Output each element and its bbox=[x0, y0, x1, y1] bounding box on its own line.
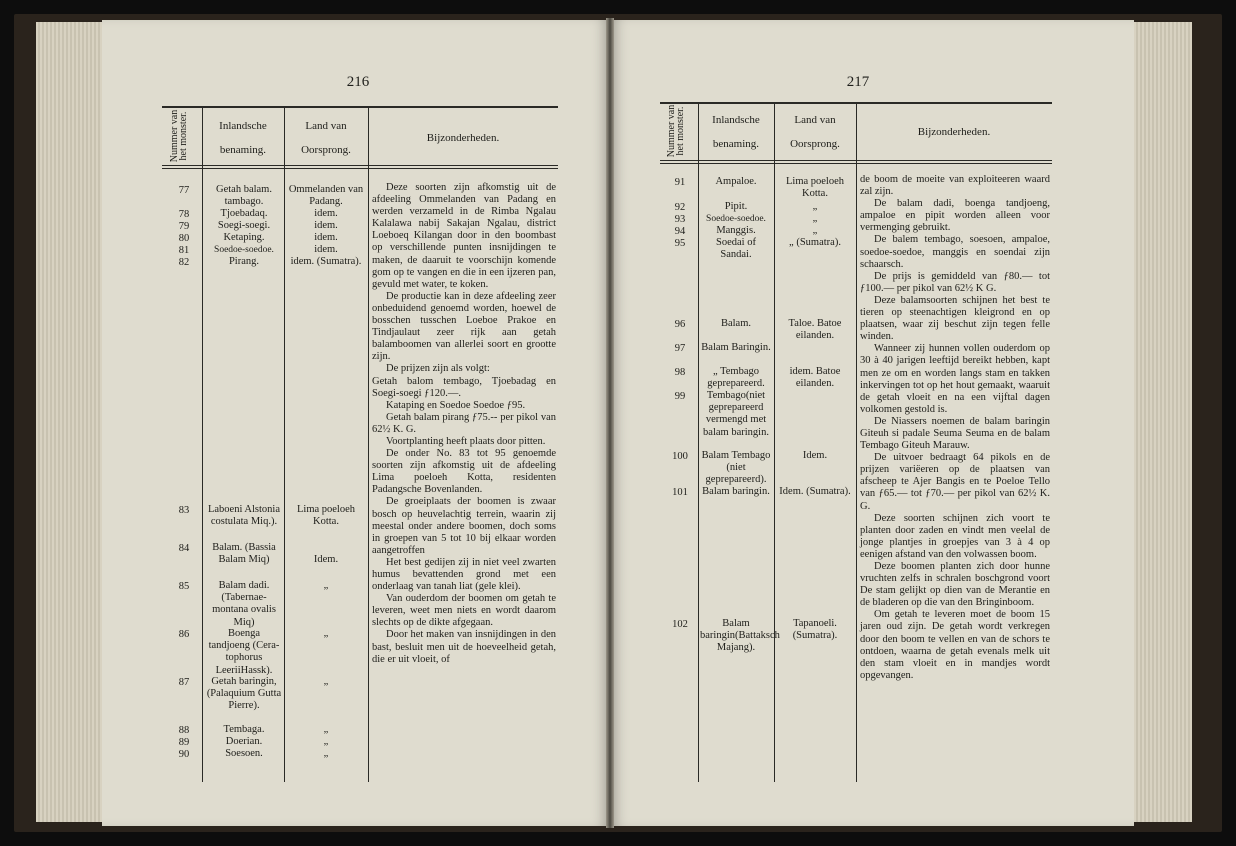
header-bijzonderheden: Bijzonderheden. bbox=[917, 126, 991, 138]
remark-paragraph: De productie kan in deze afdeeling zeer onbeduidend genoemd worden, hoewel de bosschen tusschen Loeboe Prakoe en Tindjaulaut zeer rijk aan getah balamboomen van allerlei soort en grootte zijn. bbox=[372, 290, 556, 363]
row-origin: Idem. (Sumatra). bbox=[779, 486, 851, 497]
row-name: Ampaloe. bbox=[715, 176, 757, 187]
header-inlandsche: Inlandsche bbox=[712, 114, 760, 126]
row-origin: idem. bbox=[314, 232, 338, 243]
remark-paragraph: Door het maken van insnijdingen in den bast, besluit men uit de hoeveelheid getah, die er uit vloeit, of bbox=[372, 629, 556, 665]
row-origin: Ommelanden van Padang. bbox=[288, 184, 364, 208]
row-origin: Tapanoeli. (Sumatra). bbox=[792, 618, 838, 642]
row-origin: „ bbox=[323, 736, 329, 747]
header-land: Land van bbox=[305, 120, 347, 132]
row-number: 79 bbox=[178, 221, 190, 232]
remark-paragraph: Wanneer zij hunnen vollen ouderdom op 30 à 40 jarigen leeftijd bereikt hebben, kapt men ze om en worden langs stam en takken inkervingen tot op het hout gemaakt, waaruit de getah vloeit en na een vijftal dagen volkomen gestold is. bbox=[860, 343, 1050, 415]
row-name: „ Tembago geprepareerd. bbox=[707, 366, 765, 390]
remark-paragraph: Deze balamsoorten schijnen het best te tieren op steenachtigen kleigrond en op plaatsen, waar zij beschut zijn tegen felle winden. bbox=[860, 294, 1050, 343]
remark-paragraph: Het best gedijen zij in niet veel zwarten humus bevattenden grond met een onderlaag van tanah liat (gele klei). bbox=[372, 556, 556, 593]
remark-paragraph: De balem tembago, soesoen, ampaloe, soedoe-soedoe, manggis en soendai zijn schaarsch. bbox=[860, 234, 1050, 270]
row-origin: idem. Batoe eilanden. bbox=[789, 366, 841, 390]
remark-paragraph: De Niassers noemen de balam baringin Giteuh si padale Seuma Seuma en de balam Tembago Giteuh Marauw. bbox=[860, 415, 1050, 452]
row-name: Balam baringin. bbox=[702, 486, 770, 497]
header-nummer: Nummer van het monster. bbox=[169, 109, 189, 163]
row-name: Balam Baringin. bbox=[701, 342, 771, 353]
header-nummer: Nummer van het monster. bbox=[666, 104, 686, 158]
remark-paragraph: Deze boomen planten zich door hunne vruchten zelfs in schralen boschgrond voort De stam gelijkt op dien van de Merantie en de bladeren op die van den Bringinboom. bbox=[860, 561, 1050, 609]
row-name: Doerian. bbox=[225, 736, 263, 747]
row-name: Tembaga. bbox=[223, 724, 265, 735]
row-number: 91 bbox=[674, 177, 686, 188]
row-origin: „ bbox=[323, 676, 329, 687]
row-name: Boenga tandjoeng (Cera-tophorus LeeriiHassk). bbox=[208, 628, 280, 676]
row-number: 102 bbox=[672, 619, 688, 630]
header-land: Land van bbox=[794, 114, 836, 126]
header-bijzonderheden: Bijzonderheden. bbox=[426, 132, 500, 144]
row-origin: „ bbox=[323, 724, 329, 735]
row-name: Soedoe-soedoe. bbox=[214, 245, 274, 255]
row-origin: „ bbox=[812, 213, 818, 224]
remark-paragraph: De prijs is gemiddeld van ƒ80.— tot ƒ100.— per pikol van 62½ K G. bbox=[860, 270, 1050, 294]
row-name: Balam dadi. (Tabernae-montana ovalis Miq) bbox=[212, 580, 276, 628]
column-divider bbox=[698, 102, 699, 782]
remark-paragraph: Om getah te leveren moet de boom 15 jaren oud zijn. De getah wordt verkregen door den boom te vellen en van de schors te ontdoen, waarna de getah evenals melk uit den stam vloeit en in mandjes wordt opgevangen. bbox=[860, 609, 1050, 681]
column-divider bbox=[856, 102, 857, 782]
row-number: 81 bbox=[178, 245, 190, 256]
row-number: 82 bbox=[178, 257, 190, 268]
row-number: 92 bbox=[674, 202, 686, 213]
remark-paragraph: Kataping en Soedoe Soedoe ƒ95. bbox=[386, 399, 526, 411]
row-name: Balam baringin(Battaksch Majang). bbox=[700, 618, 780, 654]
row-origin: Taloe. Batoe eilanden. bbox=[788, 318, 842, 342]
column-divider bbox=[368, 106, 369, 782]
row-origin: idem. bbox=[314, 244, 338, 255]
row-number: 93 bbox=[674, 214, 686, 225]
row-name: Balam. (Bassia Balam Miq) bbox=[212, 542, 276, 566]
page-number: 216 bbox=[346, 74, 370, 90]
row-name: Pirang. bbox=[228, 256, 260, 267]
row-name: Pipit. bbox=[724, 201, 748, 212]
page-number: 217 bbox=[846, 74, 870, 90]
row-number: 78 bbox=[178, 209, 190, 220]
remark-paragraph: Getah balam pirang ƒ75.-- per pikol van 62½ K. G. bbox=[372, 411, 556, 435]
row-number: 90 bbox=[178, 749, 190, 760]
row-origin: Lima poeloeh Kotta. bbox=[785, 176, 845, 200]
row-name: Tembago(niet geprepareerd vermengd met balam baringin. bbox=[703, 390, 769, 438]
row-name: Laboeni Alstonia costulata Miq.). bbox=[207, 504, 281, 528]
book-gutter bbox=[606, 18, 614, 828]
right-page bbox=[612, 20, 1134, 826]
remark-paragraph: De onder No. 83 tot 95 genoemde soorten zijn afkomstig uit de afdeeling Lima poeloeh Kotta, residenten Padangsche Bovenlanden. bbox=[372, 448, 556, 496]
table-top-rule bbox=[162, 106, 558, 108]
row-origin: „ (Sumatra). bbox=[789, 237, 841, 248]
remark-paragraph: De groeiplaats der boomen is zwaar bosch op heuvelachtig terrein, waarin zij meestal onder andere boomen, doch soms in groepen van 5 tot 10 bij elkaar worden aangetroffen bbox=[372, 496, 556, 556]
header-oorsprong: Oorsprong. bbox=[790, 138, 840, 150]
header-benaming: benaming. bbox=[712, 138, 760, 150]
remarks-column bbox=[372, 182, 556, 666]
row-name: Getah balam. tambago. bbox=[216, 184, 272, 208]
row-origin: „ bbox=[812, 201, 818, 212]
header-benaming: benaming. bbox=[219, 144, 267, 156]
header-bottom-rule bbox=[162, 165, 558, 166]
row-name: Soesoen. bbox=[225, 748, 263, 759]
row-origin: „ bbox=[323, 748, 329, 759]
remark-paragraph: Voortplanting heeft plaats door pitten. bbox=[386, 435, 546, 447]
row-name: Soegi-soegi. bbox=[217, 220, 271, 231]
row-number: 84 bbox=[178, 543, 190, 554]
remark-paragraph: Deze soorten schijnen zich voort te planten door zaden en vindt men veelal de jonge plantjes in groepjes van 3 à 4 op eenigen afstand van den volwassen boom. bbox=[860, 512, 1050, 560]
row-number: 94 bbox=[674, 226, 686, 237]
row-origin: Lima poeloeh Kotta. bbox=[296, 504, 356, 528]
row-origin: „ bbox=[323, 580, 329, 591]
row-name: Soedoe-soedoe. bbox=[706, 214, 766, 224]
header-inlandsche: Inlandsche bbox=[219, 120, 267, 132]
page-edges-left bbox=[36, 22, 102, 822]
row-name: Balam Tembago (niet geprepareerd). bbox=[701, 450, 771, 486]
row-number: 96 bbox=[674, 319, 686, 330]
remark-paragraph: Getah balom tembago, Tjoebadag en Soegi-soegi ƒ120.—. bbox=[372, 375, 556, 399]
row-name: Getah baringin, (Palaquium Gutta Pierre). bbox=[206, 676, 282, 712]
row-number: 97 bbox=[674, 343, 686, 354]
row-name: Tjoebadaq. bbox=[220, 208, 268, 219]
page-edges-right bbox=[1134, 22, 1192, 822]
row-number: 83 bbox=[178, 505, 190, 516]
row-origin: Idem. bbox=[802, 450, 828, 461]
column-divider bbox=[202, 106, 203, 782]
row-number: 77 bbox=[178, 185, 190, 196]
row-origin: idem. (Sumatra). bbox=[290, 256, 362, 267]
row-number: 88 bbox=[178, 725, 190, 736]
column-divider bbox=[284, 106, 285, 782]
row-name: Manggis. bbox=[716, 225, 756, 236]
row-number: 85 bbox=[178, 581, 190, 592]
row-number: 99 bbox=[674, 391, 686, 402]
remarks-column bbox=[860, 174, 1050, 682]
row-number: 100 bbox=[672, 451, 688, 462]
row-number: 87 bbox=[178, 677, 190, 688]
left-page bbox=[102, 20, 608, 826]
row-origin: „ bbox=[323, 628, 329, 639]
row-number: 80 bbox=[178, 233, 190, 244]
row-name: Balam. bbox=[720, 318, 752, 329]
header-bottom-rule-2 bbox=[162, 168, 558, 169]
row-number: 98 bbox=[674, 367, 686, 378]
row-name: Ketaping. bbox=[223, 232, 265, 243]
row-origin: idem. bbox=[314, 220, 338, 231]
column-divider bbox=[774, 102, 775, 782]
remark-paragraph: de boom de moeite van exploiteeren waard zal zijn. bbox=[860, 174, 1050, 198]
row-origin: Idem. bbox=[313, 554, 339, 565]
remark-paragraph: De uitvoer bedraagt 64 pikols en de prijzen variëeren op de plaatsen van afscheep te Ajer Bangis en te Poeloe Tello van ƒ65.— tot ƒ70.— per pikol van 62½ K. G. bbox=[860, 452, 1050, 512]
row-name: Soedai of Sandai. bbox=[716, 237, 756, 261]
row-origin: „ bbox=[812, 225, 818, 236]
row-number: 86 bbox=[178, 629, 190, 640]
row-number: 95 bbox=[674, 238, 686, 249]
header-oorsprong: Oorsprong. bbox=[301, 144, 351, 156]
row-number: 101 bbox=[672, 487, 688, 498]
row-origin: idem. bbox=[314, 208, 338, 219]
remark-paragraph: De balam dadi, boenga tandjoeng, ampaloe en pipit worden alleen voor vermenging gebruikt. bbox=[860, 198, 1050, 234]
row-number: 89 bbox=[178, 737, 190, 748]
remark-paragraph: Van ouderdom der boomen om getah te leveren, weet men niets en wordt daarom slechts op de dikte afgegaan. bbox=[372, 593, 556, 629]
remark-paragraph: Deze soorten zijn afkomstig uit de afdeeling Ommelanden van Padang en werden verzameld in de Rimba Ngalau Kalalawa nabij Sakajan Ngalau, district Loeboeq Kilangan door in den boombast op verschillende punten insnijdingen te maken, de daaruit te voorschijn komende gom op te vangen en die in een ijzeren pan, gevuld met water, te koken. bbox=[372, 182, 556, 290]
remark-paragraph: De prijzen zijn als volgt: bbox=[386, 363, 490, 375]
